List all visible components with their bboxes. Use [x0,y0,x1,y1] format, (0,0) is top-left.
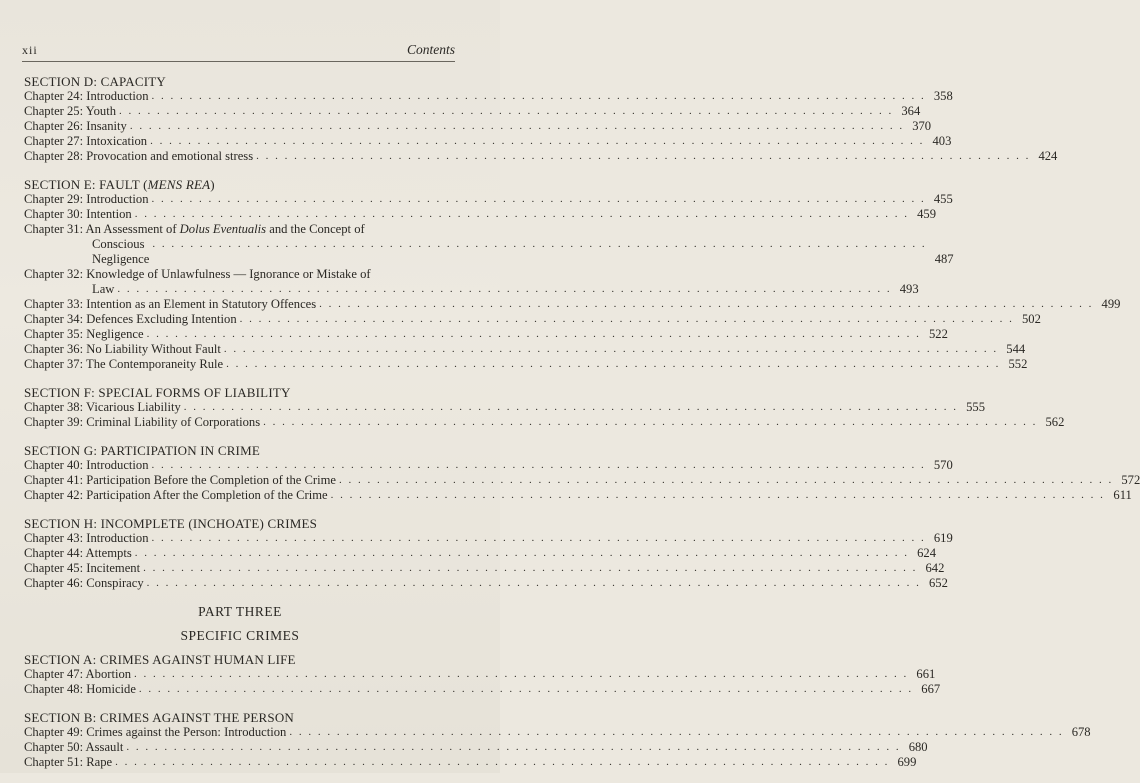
page-ref: 555 [966,400,986,414]
chapter-label: Chapter 38: Vicarious Liability [24,400,181,414]
section-title: SECTION F: SPECIAL FORMS OF LIABILITY [24,385,291,400]
section-title: SECTION E: FAULT (MENS REA) [24,177,215,192]
leader-dots [224,342,998,357]
chapter-label: Chapter 26: Insanity [24,119,127,133]
page-ref: 611 [1113,488,1132,502]
section-a [24,652,941,697]
toc-entry[interactable] [24,104,921,119]
chapter-label: Chapter 39: Criminal Liability of Corporations [24,415,261,429]
page-ref: 502 [1022,312,1041,326]
chapter-label: Chapter 25: Youth [24,104,117,118]
toc-entry[interactable] [24,740,928,755]
toc-entry[interactable] [24,755,917,770]
leader-dots [289,725,1063,740]
chapter-label: Chapter 36: No Liability Without Fault [24,342,221,356]
chapter-label: Chapter 34: Defences Excluding Intention [24,312,237,326]
leader-dots [226,357,1000,372]
page-ref: 572 [1121,473,1140,487]
toc-entry[interactable] [24,561,945,576]
chapter-label: Chapter 43: Introduction [24,531,149,545]
chapter-label: Chapter 51: Rape [24,755,113,769]
toc-entry[interactable] [24,458,953,473]
toc-entry[interactable] [24,267,919,297]
leader-dots [130,119,904,134]
section-d [24,74,1058,164]
chapter-label-italic: Dolus Eventualis [179,222,267,236]
leader-dots [139,682,913,697]
page-number: xii [22,43,38,57]
leader-dots [115,755,889,770]
page-ref: 364 [901,104,921,118]
leader-dots [152,531,926,546]
leader-dots [126,740,900,755]
toc-entry[interactable] [24,119,932,134]
toc-entry[interactable] [24,546,936,561]
page-ref: 619 [933,531,953,545]
toc-entry[interactable] [24,531,953,546]
chapter-label: Chapter 46: Conspiracy [24,576,144,590]
chapter-label: Chapter 30: Intention [24,207,132,221]
leader-dots [240,312,1014,327]
chapter-label: Chapter 50: Assault [24,740,124,754]
section-g [24,443,1140,503]
section-title: SECTION G: PARTICIPATION IN CRIME [24,443,260,458]
part-subtitle: SPECIFIC CRIMES [180,628,300,643]
leader-dots [147,327,921,342]
section-e [24,177,1121,372]
toc-entry[interactable] [24,312,1041,327]
page-ref: 667 [921,682,941,696]
leader-dots [256,149,1030,164]
toc-entry[interactable] [24,89,953,104]
chapter-label: Chapter 33: Intention as an Element in Statutory Offences [24,297,317,311]
toc-entry[interactable] [24,342,1026,357]
page-ref: 642 [925,561,945,575]
toc-entry[interactable] [24,667,936,682]
chapter-label: Chapter 44: Attempts [24,546,132,560]
part-heading [24,604,456,644]
leader-dots [150,134,924,149]
leader-dots [319,297,1093,312]
toc-entry[interactable] [24,473,1140,488]
leader-dots [117,282,891,297]
chapter-label: Chapter 28: Provocation and emotional stress [24,149,254,163]
part-title: PART THREE [198,604,282,619]
page-header [22,42,455,62]
leader-dots [147,576,921,591]
leader-dots [339,473,1113,488]
chapter-label: Chapter 48: Homicide [24,682,136,696]
running-head: Contents [406,42,455,57]
page-ref: 544 [1006,342,1026,356]
page-ref: 522 [928,327,948,341]
page-ref: 403 [932,134,952,148]
page-ref: 493 [899,282,919,296]
table-of-contents [24,74,1140,783]
leader-dots [134,667,908,682]
chapter-label: Chapter 24: Introduction [24,89,149,103]
toc-entry[interactable] [24,149,1058,164]
page-ref: 699 [897,755,917,769]
chapter-label: Chapter 47: Abortion [24,667,132,681]
section-h [24,516,953,591]
section-b [24,710,1091,770]
leader-dots [135,207,909,222]
page-ref: 487 [934,252,954,266]
section-title: SECTION B: CRIMES AGAINST THE PERSON [24,710,295,725]
leader-dots [119,104,893,119]
page-ref: 424 [1038,149,1058,163]
page-ref: 562 [1045,415,1065,429]
chapter-label: Chapter 45: Incitement [24,561,141,575]
page-ref: 678 [1071,725,1091,739]
section-f [24,385,1065,430]
page-ref: 652 [928,576,948,590]
toc-entry[interactable] [24,682,941,697]
leader-dots [331,488,1105,503]
toc-entry[interactable] [24,207,936,222]
toc-entry[interactable] [24,357,1028,372]
toc-entry[interactable] [24,297,1121,312]
leader-dots [152,458,926,473]
toc-entry[interactable] [24,134,952,149]
chapter-label: Chapter 41: Participation Before the Completion of the Crime [24,473,336,487]
toc-entry[interactable] [24,192,953,207]
toc-entry[interactable] [24,327,948,342]
page-ref: 459 [917,207,936,221]
leader-dots [143,561,917,576]
section-title: SECTION D: CAPACITY [24,74,167,89]
chapter-label: Chapter 42: Participation After the Completion of the Crime [24,488,328,502]
page-ref: 358 [933,89,953,103]
leader-dots [263,415,1037,430]
toc-entry[interactable] [24,222,954,267]
toc-entry[interactable] [24,576,948,591]
page-ref: 552 [1008,357,1028,371]
page-ref: 570 [933,458,953,472]
chapter-label: Chapter 29: Introduction [24,192,149,206]
chapter-label: Chapter 49: Crimes against the Person: Introduction [24,725,287,739]
chapter-label: Chapter 32: Knowledge of Unlawfulness — Ignorance or Mistake of Law . . . [24,267,895,297]
page-ref: 499 [1101,297,1121,311]
toc-entry[interactable] [24,415,1065,430]
page-ref: 624 [917,546,936,560]
chapter-label: Chapter 31: An Assessment of Dolus Eventualis and the Concept of Conscious Negligence . . . [24,222,930,267]
page-ref: 680 [908,740,928,754]
chapter-label: Chapter 37: The Contemporaneity Rule [24,357,224,371]
toc-entry[interactable] [24,725,1091,740]
page-ref: 455 [933,192,953,206]
toc-entry[interactable] [24,488,1132,503]
page-ref: 370 [912,119,932,133]
section-title-italic: MENS REA [147,177,211,192]
leader-dots [152,89,926,104]
section-title: SECTION H: INCOMPLETE (INCHOATE) CRIMES [24,516,318,531]
chapter-label: Chapter 35: Negligence [24,327,144,341]
page-ref: 661 [916,667,936,681]
chapter-label: Chapter 40: Introduction [24,458,149,472]
leader-dots [135,546,909,561]
toc-entry[interactable] [24,400,986,415]
section-title: SECTION A: CRIMES AGAINST HUMAN LIFE [24,652,296,667]
leader-dots [184,400,958,415]
leader-dots [152,192,926,207]
chapter-label: Chapter 27: Intoxication [24,134,148,148]
leader-dots [152,237,926,267]
